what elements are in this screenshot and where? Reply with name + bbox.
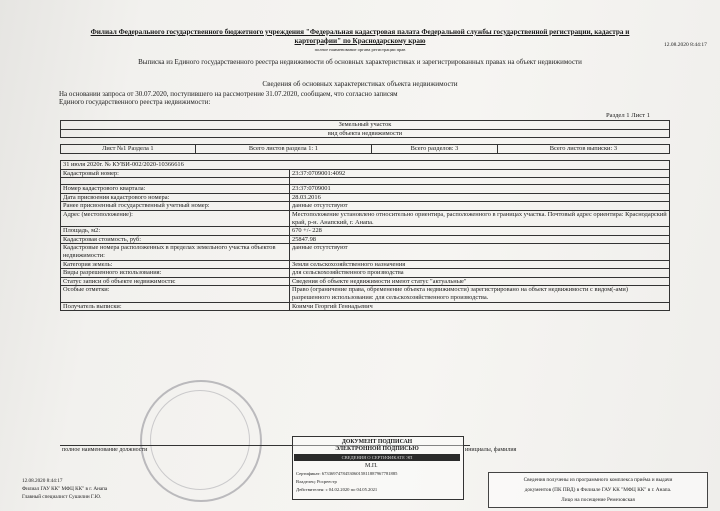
row-value: 28.03.2016 (290, 193, 670, 202)
sheet-number: Лист №1 Раздела 1 (61, 145, 196, 154)
row-value: 23:37:0709001:4092 (290, 169, 670, 178)
extract-title: Выписка из Единого государственного реестра недвижимости об основных характеристиках и зарегистрированных правах на объект недвижимости (138, 58, 582, 66)
row-label: Площадь, м2: (61, 227, 290, 236)
table-row (61, 227, 670, 236)
row-label: Ранее присвоенный государственный учетный номер: (61, 202, 290, 211)
table-row (61, 302, 670, 311)
row-value: данные отсутствуют (290, 244, 670, 260)
table-row (61, 286, 670, 302)
mfc-note-line1: Сведения получены из программного комплекса приёма и выдачи (523, 477, 673, 483)
print-date: 12.08.2020 8:44:17 (664, 42, 707, 48)
row-value: Земли сельскохозяйственного назначения (290, 260, 670, 269)
certificate-strip-label: СВЕДЕНИЯ О СЕРТИФИКАТЕ ЭП (341, 455, 413, 460)
table-row (61, 193, 670, 202)
table-row (61, 235, 670, 244)
certificate-validity: Действителен: с 04.02.2020 по 04.05.2021 (296, 487, 378, 492)
mfc-note-box (488, 472, 708, 508)
official-seal-inner (150, 390, 250, 490)
table-row (61, 169, 670, 178)
row-label: Кадастровая стоимость, руб: (61, 235, 290, 244)
document-header (40, 28, 680, 46)
row-label: Номер кадастрового квартала: (61, 185, 290, 194)
header-line2: картографии" по Краснодарскому краю (294, 37, 426, 45)
row-value (290, 178, 670, 185)
object-type-table (60, 120, 670, 138)
sections-total: Всего разделов: 3 (372, 145, 498, 154)
date-number: 31 июля 2020г. № КУВИ-002/2020-10366616 (61, 161, 670, 170)
mfc-note-line2: документов (ПК ПВД) в Филиале ГАУ КК "МФЦ КК" в г. Анапа. (524, 487, 672, 493)
row-value: 670 +/- 228 (290, 227, 670, 236)
row-label: Виды разрешенного использования: (61, 269, 290, 278)
row-value: Право (ограничение права, обременение объекта недвижимости) зарегистрировано на объект недвижимости с видом(-ами) разрешенного использования: для сельскохозяйственного производства. (290, 286, 670, 302)
section-sheet-label: Раздел 1 Лист 1 (606, 112, 650, 119)
characteristics-table (60, 160, 670, 311)
meta-date: 12.08.2020 8:44:17 (22, 478, 63, 484)
basis-line-1: На основании запроса от 30.07.2020, поступившего на рассмотрение 31.07.2020, сообщаем, что согласно записям (59, 90, 398, 98)
row-label: Адрес (местоположение): (61, 210, 290, 226)
certificate-owner: Владелец: Росреестр (296, 479, 337, 484)
header-subtitle: полное наименование органа регистрации прав (314, 47, 406, 52)
row-label: Статус записи об объекте недвижимости: (61, 277, 290, 286)
row-value: данные отсутствуют (290, 202, 670, 211)
row-value: Местоположение установлено относительно ориентира, расположенного в границах участка. Почтовый адрес ориентира: Краснодарский край, р-н. Анапский, г. Анапа. (290, 210, 670, 226)
object-type: Земельный участок (61, 121, 670, 130)
row-value: Коимчи Георгий Геннадьевич (290, 302, 670, 311)
row-label: Дата присвоения кадастрового номера: (61, 193, 290, 202)
section-title: Сведения об основных характеристиках объекта недвижимости (262, 80, 458, 88)
table-row (61, 185, 670, 194)
table-row (61, 260, 670, 269)
initials-label: инициалы, фамилия (465, 447, 517, 453)
e-signature-title: ДОКУМЕНТ ПОДПИСАН ЭЛЕКТРОННОЙ ПОДПИСЬЮ (335, 439, 419, 452)
table-row (61, 269, 670, 278)
meta-specialist: Главный специалист Сушилин Г.Ю. (22, 494, 102, 500)
row-value: 25847.98 (290, 235, 670, 244)
row-label: Особые отметки: (61, 286, 290, 302)
meta-org: Филиал ГАУ КК" МФЦ КК" в г. Анапа (22, 486, 108, 492)
basis-line-2: Единого государственного реестра недвижимости: (59, 98, 211, 106)
row-label: Получатель выписки: (61, 302, 290, 311)
table-row (61, 244, 670, 260)
row-label: Категория земель: (61, 260, 290, 269)
table-row (61, 178, 670, 185)
header-line1: Филиал Федерального государственного бюджетного учреждения "Федеральная кадастровая палата Федеральной службы государственной регистрации, кадастра и (90, 28, 630, 36)
certificate-number: Сертификат: 673369747845306015811887967781885 (296, 471, 398, 476)
mp-label: М.П. (365, 463, 378, 469)
table-row (61, 202, 670, 211)
table-row (61, 210, 670, 226)
row-value: Сведения об объекте недвижимости имеют статус "актуальные" (290, 277, 670, 286)
position-label: полное наименование должности (62, 447, 148, 453)
sheet-info-table (60, 144, 670, 154)
table-row (61, 277, 670, 286)
row-label: Кадастровые номера расположенных в пределах земельного участка объектов недвижимости: (61, 244, 290, 260)
row-value: 23:37:0709001 (290, 185, 670, 194)
sheets-total: Всего листов выписки: 3 (497, 145, 669, 154)
mfc-note-line3: Лицо на посещение Ремезовская (561, 497, 635, 503)
row-label (61, 178, 290, 185)
sheets-in-section: Всего листов раздела 1: 1 (195, 145, 372, 154)
row-value: для сельскохозяйственного производства (290, 269, 670, 278)
object-type-caption: вид объекта недвижимости (61, 129, 670, 138)
row-label: Кадастровый номер: (61, 169, 290, 178)
